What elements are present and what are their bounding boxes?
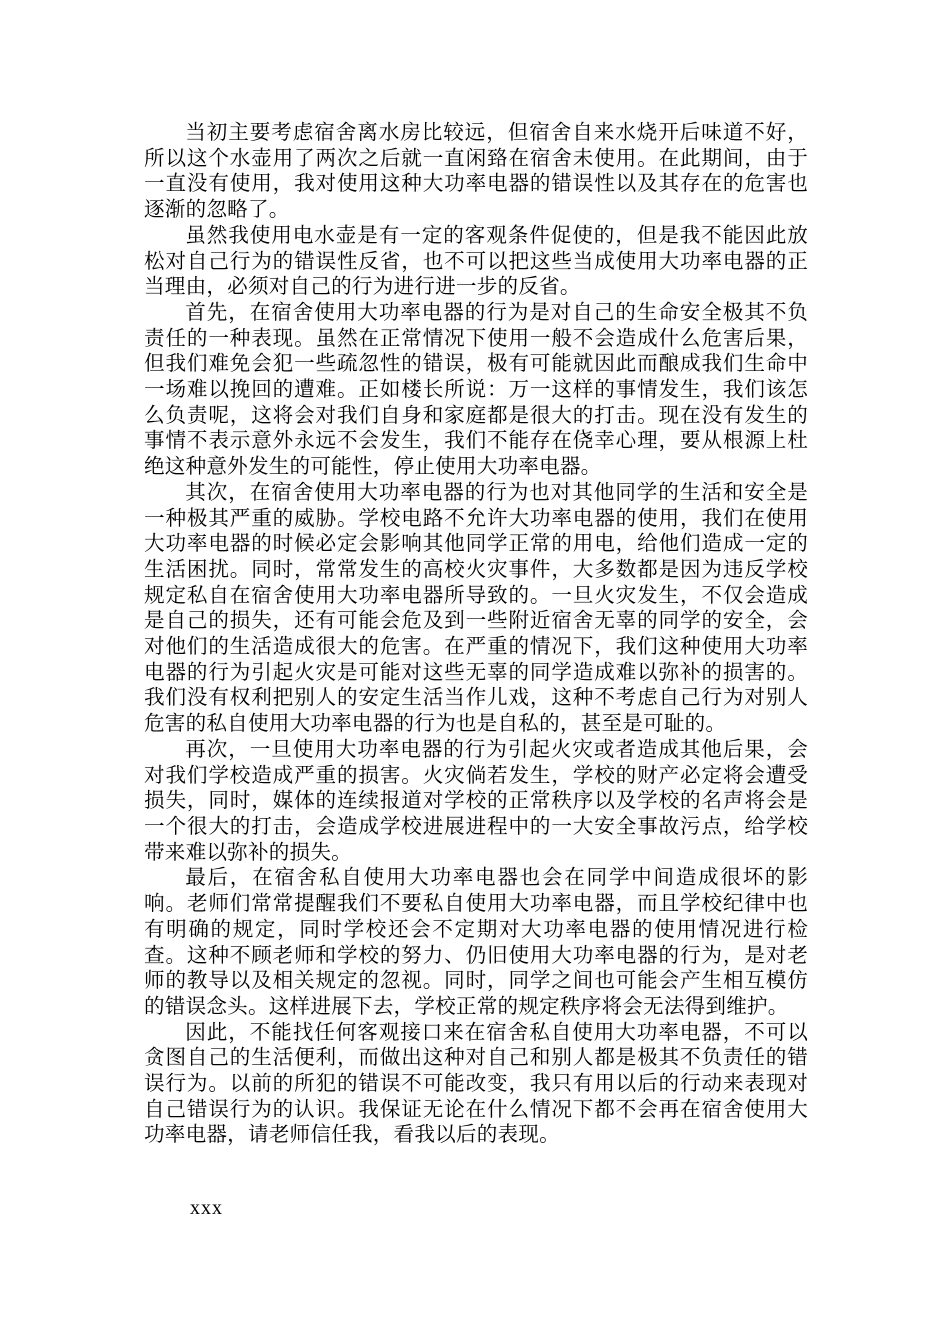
paragraph-2: 虽然我使用电水壶是有一定的客观条件促使的，但是我不能因此放松对自己行为的错误性反省，也不可以把这些当成使用大功率电器的正当理由，必须对自己的行为进行进一步的反省。	[144, 222, 808, 299]
paragraph-7: 因此，不能找任何客观接口来在宿舍私自使用大功率电器，不可以贪图自己的生活便利，而做出这种对自己和别人都是极其不负责任的错误行为。以前的所犯的错误不可能改变，我只有用以后的行动来表现对自己错误行为的认识。我保证无论在什么情况下都不会再在宿舍使用大功率电器，请老师信任我，看我以后的表现。	[144, 1019, 808, 1147]
document-body	[144, 120, 808, 1148]
signature: xxx	[190, 1197, 223, 1219]
paragraph-4: 其次，在宿舍使用大功率电器的行为也对其他同学的生活和安全是一种极其严重的威胁。学校电路不允许大功率电器的使用，我们在使用大功率电器的时候必定会影响其他同学正常的用电，给他们造成一定的生活困扰。同时，常常发生的高校火灾事件，大多数都是因为违反学校规定私自在宿舍使用大功率电器所导致的。一旦火灾发生，不仅会造成是自己的损失，还有可能会危及到一些附近宿舍无辜的同学的安全，会对他们的生活造成很大的危害。在严重的情况下，我们这种使用大功率电器的行为引起火灾是可能对这些无辜的同学造成难以弥补的损害的。我们没有权利把别人的安定生活当作儿戏，这种不考虑自己行为对别人危害的私自使用大功率电器的行为也是自私的，甚至是可耻的。	[144, 479, 808, 736]
paragraph-1: 当初主要考虑宿舍离水房比较远，但宿舍自来水烧开后味道不好，所以这个水壶用了两次之后就一直闲臵在宿舍未使用。在此期间，由于一直没有使用，我对使用这种大功率电器的错误性以及其存在的危害也逐渐的忽略了。	[144, 120, 808, 222]
paragraph-5: 再次，一旦使用大功率电器的行为引起火灾或者造成其他后果，会对我们学校造成严重的损害。火灾倘若发生，学校的财产必定将会遭受损失，同时，媒体的连续报道对学校的正常秩序以及学校的名声将会是一个很大的打击，会造成学校进展进程中的一大安全事故污点，给学校带来难以弥补的损失。	[144, 736, 808, 864]
paragraph-6: 最后，在宿舍私自使用大功率电器也会在同学中间造成很坏的影响。老师们常常提醒我们不要私自使用大功率电器，而且学校纪律中也有明确的规定，同时学校还会不定期对大功率电器的使用情况进行检查。这种不顾老师和学校的努力、仍旧使用大功率电器的行为，是对老师的教导以及相关规定的忽视。同时，同学之间也可能会产生相互模仿的错误念头。这样进展下去，学校正常的规定秩序将会无法得到维护。	[144, 865, 808, 1018]
paragraph-3: 首先，在宿舍使用大功率电器的行为是对自己的生命安全极其不负责任的一种表现。虽然在正常情况下使用一般不会造成什么危害后果，但我们难免会犯一些疏忽性的错误，极有可能就因此而酿成我们生命中一场难以挽回的遭难。正如楼长所说：万一这样的事情发生，我们该怎么负责呢，这将会对我们自身和家庭都是很大的打击。现在没有发生的事情不表示意外永远不会发生，我们不能存在侥幸心理，要从根源上杜绝这种意外发生的可能性，停止使用大功率电器。	[144, 299, 808, 479]
